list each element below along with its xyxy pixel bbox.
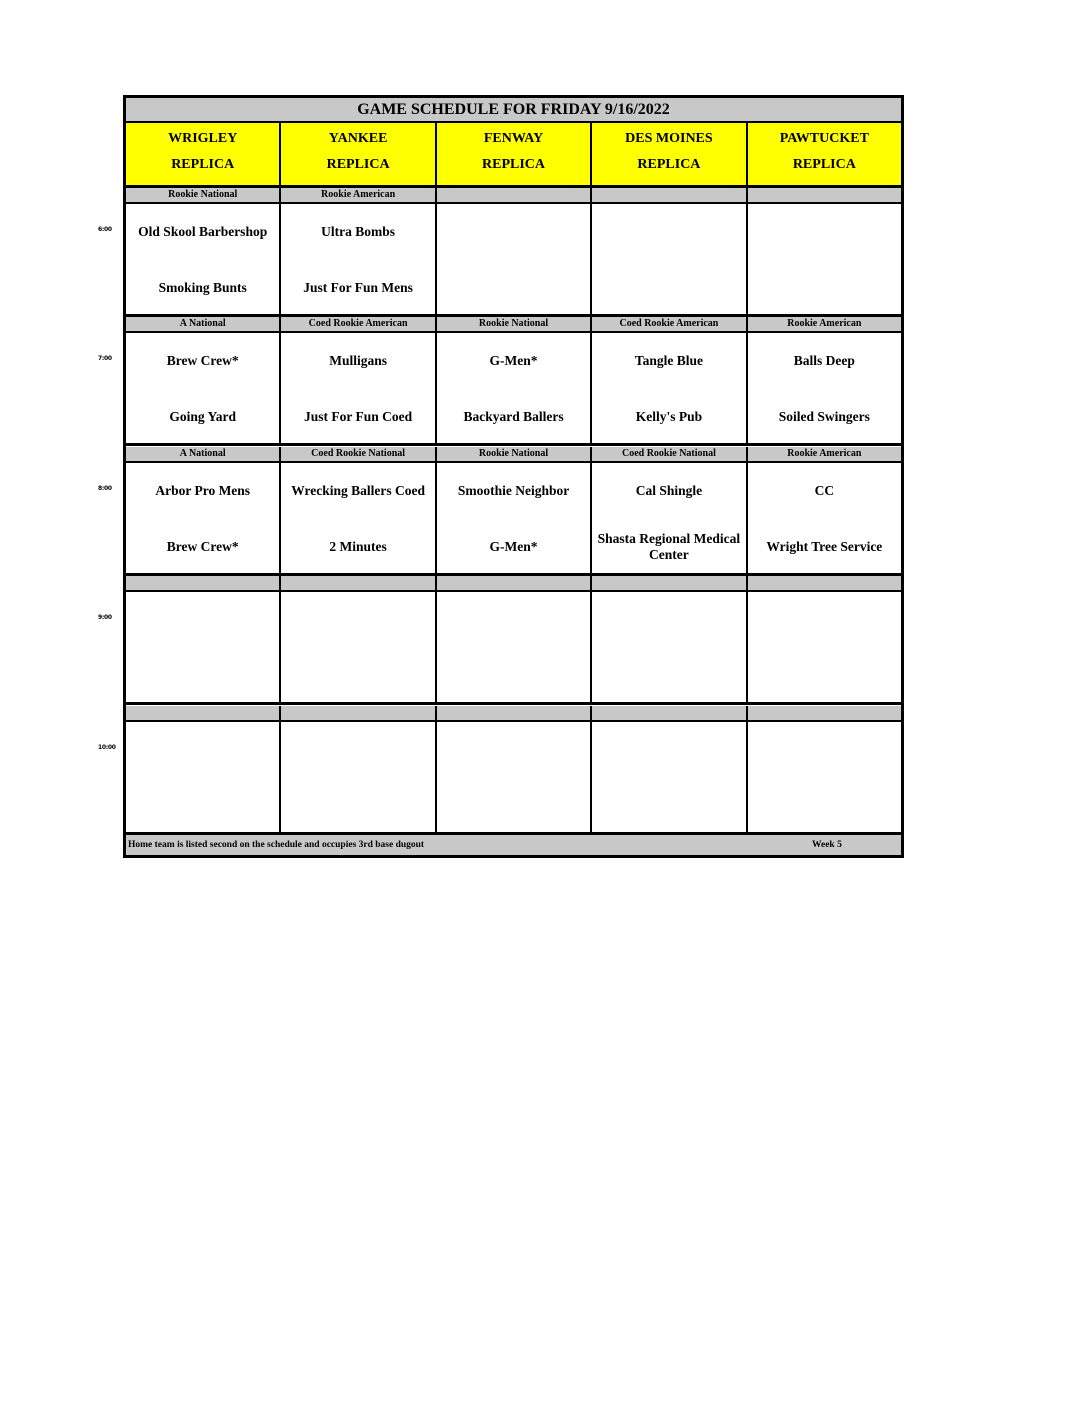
division-row [126, 317, 901, 333]
game-cell [437, 204, 592, 314]
home-team: Going Yard [169, 409, 237, 424]
venue-sub: REPLICA [482, 157, 546, 172]
game-cell [748, 463, 901, 573]
division-label: Rookie American [748, 447, 901, 461]
away-team: Smoothie Neighbor [457, 483, 570, 498]
game-cell [126, 592, 281, 702]
division-label: Coed Rookie American [281, 317, 436, 331]
time-label-9: 9:00 [98, 614, 112, 621]
division-label [748, 188, 901, 202]
home-team: Backyard Ballers [463, 409, 564, 424]
division-label: Rookie American [748, 317, 901, 331]
division-label [126, 576, 281, 590]
division-label [592, 188, 747, 202]
division-label [126, 706, 281, 720]
game-row [126, 592, 901, 705]
home-team: Just For Fun Coed [304, 409, 413, 424]
game-cell [592, 204, 747, 314]
game-cell [592, 722, 747, 832]
home-team [441, 790, 586, 822]
away-team: Mulligans [329, 353, 387, 368]
home-team [441, 272, 586, 304]
game-cell [281, 333, 436, 443]
division-row [126, 706, 901, 722]
division-label: Coed Rookie National [592, 447, 747, 461]
division-label [281, 576, 436, 590]
away-team: Tangle Blue [634, 353, 703, 368]
schedule-title: GAME SCHEDULE FOR FRIDAY 9/16/2022 [126, 98, 901, 123]
venue-wrigley [126, 123, 281, 185]
away-team: CC [814, 483, 835, 498]
time-label-10: 10:00 [98, 744, 116, 751]
division-label [437, 576, 592, 590]
venue-name: WRIGLEY [168, 131, 238, 146]
home-team [596, 660, 741, 692]
away-team: Old Skool Barbershop [138, 224, 268, 239]
game-cell [748, 204, 901, 314]
game-row [126, 204, 901, 317]
division-row [126, 576, 901, 592]
venue-name: YANKEE [328, 131, 388, 146]
division-row [126, 447, 901, 463]
division-label: Rookie National [437, 447, 592, 461]
game-cell [592, 592, 747, 702]
division-label [592, 706, 747, 720]
venue-pawtucket [748, 123, 901, 185]
game-cell [748, 592, 901, 702]
home-team [285, 660, 430, 692]
schedule-table [123, 95, 904, 858]
venue-yankee [281, 123, 436, 185]
game-cell [437, 722, 592, 832]
home-team [130, 660, 275, 692]
venue-header-row [126, 123, 901, 188]
division-label [281, 706, 436, 720]
away-team: Wrecking Ballers Coed [291, 483, 425, 498]
game-cell [281, 722, 436, 832]
division-label: Rookie American [281, 188, 436, 202]
venue-name: PAWTUCKET [779, 131, 869, 146]
game-cell [592, 463, 747, 573]
away-team: Ultra Bombs [321, 224, 396, 239]
game-cell [748, 722, 901, 832]
game-cell [126, 463, 281, 573]
away-team: Arbor Pro Mens [155, 483, 251, 498]
week-label: Week 5 [812, 840, 842, 850]
game-row [126, 722, 901, 835]
game-cell [281, 463, 436, 573]
home-team [441, 660, 586, 692]
time-label-6: 6:00 [98, 226, 112, 233]
time-label-8: 8:00 [98, 485, 112, 492]
home-team-note: Home team is listed second on the schedule and occupies 3rd base dugout [128, 840, 425, 850]
division-label [748, 706, 901, 720]
away-team: Cal Shingle [635, 483, 703, 498]
home-team: Shasta Regional Medical Center [597, 531, 741, 562]
home-team: Smoking Bunts [158, 280, 247, 295]
away-team: Balls Deep [793, 353, 855, 368]
game-cell [748, 333, 901, 443]
division-label: Rookie National [437, 317, 592, 331]
game-cell [437, 463, 592, 573]
home-team: Soiled Swingers [778, 409, 870, 424]
game-cell [126, 333, 281, 443]
home-team [130, 790, 275, 822]
home-team [752, 790, 897, 822]
division-row [126, 188, 901, 204]
game-cell [592, 333, 747, 443]
game-cell [281, 204, 436, 314]
division-label [748, 576, 901, 590]
game-cell [437, 592, 592, 702]
schedule-footer [126, 835, 901, 855]
game-row [126, 333, 901, 446]
game-cell [126, 722, 281, 832]
division-label [592, 576, 747, 590]
home-team: Wright Tree Service [766, 539, 883, 554]
home-team: Brew Crew* [166, 539, 239, 554]
venue-des-moines [592, 123, 747, 185]
venue-sub: REPLICA [792, 157, 856, 172]
away-team: Brew Crew* [166, 353, 239, 368]
home-team: G-Men* [489, 539, 538, 554]
venue-name: FENWAY [483, 131, 544, 146]
home-team [752, 272, 897, 304]
venue-name: DES MOINES [625, 131, 713, 146]
away-team: G-Men* [489, 353, 538, 368]
division-label [437, 706, 592, 720]
time-label-7: 7:00 [98, 355, 112, 362]
division-label: A National [126, 317, 281, 331]
division-label: A National [126, 447, 281, 461]
division-label: Rookie National [126, 188, 281, 202]
venue-sub: REPLICA [637, 157, 701, 172]
home-team: Just For Fun Mens [303, 280, 413, 295]
home-team [285, 790, 430, 822]
home-team: 2 Minutes [329, 539, 387, 554]
venue-sub: REPLICA [326, 157, 390, 172]
home-team [596, 272, 741, 304]
game-cell [126, 204, 281, 314]
division-label: Coed Rookie American [592, 317, 747, 331]
game-row [126, 463, 901, 576]
division-label [437, 188, 592, 202]
home-team [596, 790, 741, 822]
home-team: Kelly's Pub [635, 409, 703, 424]
venue-sub: REPLICA [171, 157, 235, 172]
home-team [752, 660, 897, 692]
game-cell [437, 333, 592, 443]
division-label: Coed Rookie National [281, 447, 436, 461]
venue-fenway [437, 123, 592, 185]
game-cell [281, 592, 436, 702]
